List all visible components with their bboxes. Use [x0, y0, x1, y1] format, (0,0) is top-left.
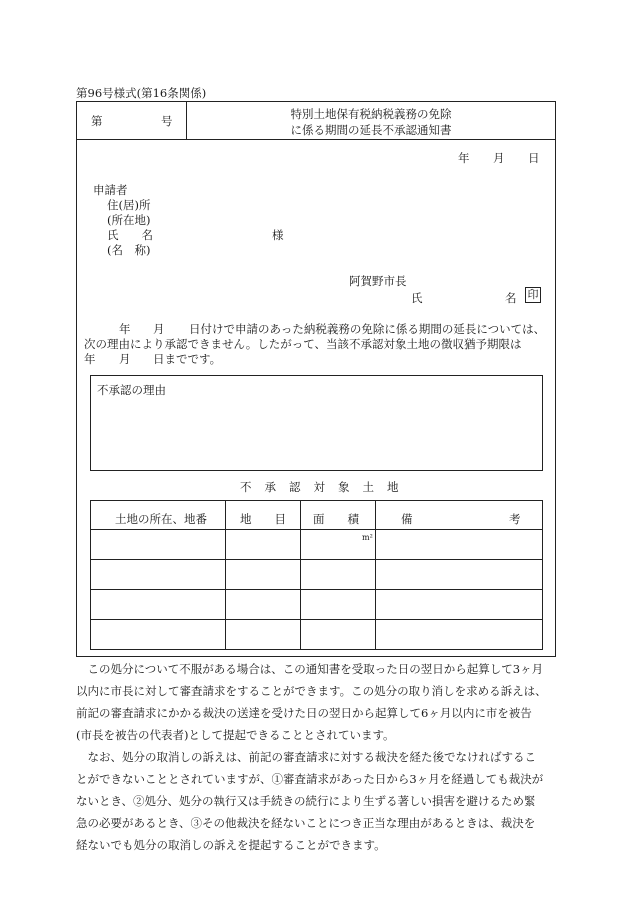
body-line1-text: 日付けで申請のあった納税義務の免除に係る期間の延長については、: [189, 322, 546, 336]
column-header-land-category: 地 目: [240, 512, 286, 526]
body-line3-text: 日までです。: [153, 352, 222, 366]
note-line: 急の必要があるとき、③その他裁決を経ないことにつき正当な理由があるときは、裁決を: [76, 816, 536, 830]
column-header-location: 土地の所在、地番: [115, 512, 207, 526]
body-line1-month: 月: [153, 322, 165, 336]
land-table: [90, 500, 543, 650]
note-line: 経ないでも処分の取消しの訴えを提起することができます。: [76, 838, 386, 852]
number-suffix: 号: [161, 114, 173, 128]
header-row: [77, 102, 555, 140]
body-line1-year: 年: [119, 322, 131, 336]
date-day: 日: [528, 151, 540, 165]
note-line: この処分について不服がある場合は、この通知書を受取った日の翌日から起算して3ヶ月: [76, 662, 544, 676]
table-cell[interactable]: [92, 530, 224, 558]
table-cell[interactable]: [92, 590, 224, 618]
note-line: ないとき、②処分、処分の執行又は手続きの続行により生ずる著しい損害を避けるため緊: [76, 794, 536, 808]
applicant-address-label: 住(居)所: [107, 198, 151, 212]
reason-title: 不承認の理由: [97, 383, 166, 397]
table-cell[interactable]: [92, 560, 224, 588]
mayor-name-label-2: 名: [505, 291, 517, 305]
note-line: 以内に市長に対して審査請求をすることができます。この処分の取り消しを求める訴えは、: [76, 684, 547, 698]
column-header-remarks-1: 備: [401, 512, 413, 526]
document-title-line2: に係る期間の延長不承認通知書: [290, 123, 452, 137]
applicant-company-label: (名 称): [107, 243, 151, 257]
body-line2-text: 次の理由により承認できません。したがって、当該不承認対象土地の徴収猶予期限は: [84, 337, 522, 351]
date-year: 年: [458, 151, 470, 165]
applicant-honorific: 様: [272, 228, 284, 242]
document-number-cell: [77, 102, 187, 139]
land-section-title: 不承認対象土地: [240, 480, 412, 494]
applicant-location-label: (所在地): [107, 213, 151, 227]
note-line: (市長を被告の代表者)として提起できることとされています。: [76, 728, 395, 742]
document-title-cell: [187, 102, 555, 139]
seal-mark: 印: [525, 287, 541, 303]
form-number-label: 第96号様式(第16条関係): [76, 86, 207, 100]
mayor-name-label-1: 氏: [411, 291, 423, 305]
applicant-heading: 申請者: [93, 183, 128, 197]
document-title-line1: 特別土地保有税納税義務の免除: [290, 107, 452, 121]
body-line3-month: 月: [119, 352, 131, 366]
number-prefix: 第: [91, 114, 103, 128]
column-header-remarks-2: 考: [509, 512, 521, 526]
note-line: なお、処分の取消しの訴えは、前記の審査請求に対する裁決を経た後でなければするこ: [76, 750, 536, 764]
date-month: 月: [493, 151, 505, 165]
table-cell[interactable]: [92, 620, 224, 648]
column-header-area: 面 積: [313, 512, 359, 526]
area-unit: m²: [362, 533, 373, 542]
note-line: とができないこととされていますが、①審査請求があった日から3ヶ月を経過しても裁決が: [76, 772, 544, 786]
mayor-organization: 阿賀野市長: [349, 274, 407, 288]
applicant-name-label: 氏 名: [107, 228, 153, 242]
note-line: 前記の審査請求にかかる裁決の送達を受けた日の翌日から起算して6ヶ月以内に市を被告: [76, 706, 532, 720]
body-line3-year: 年: [84, 352, 96, 366]
reason-box[interactable]: [90, 375, 543, 471]
